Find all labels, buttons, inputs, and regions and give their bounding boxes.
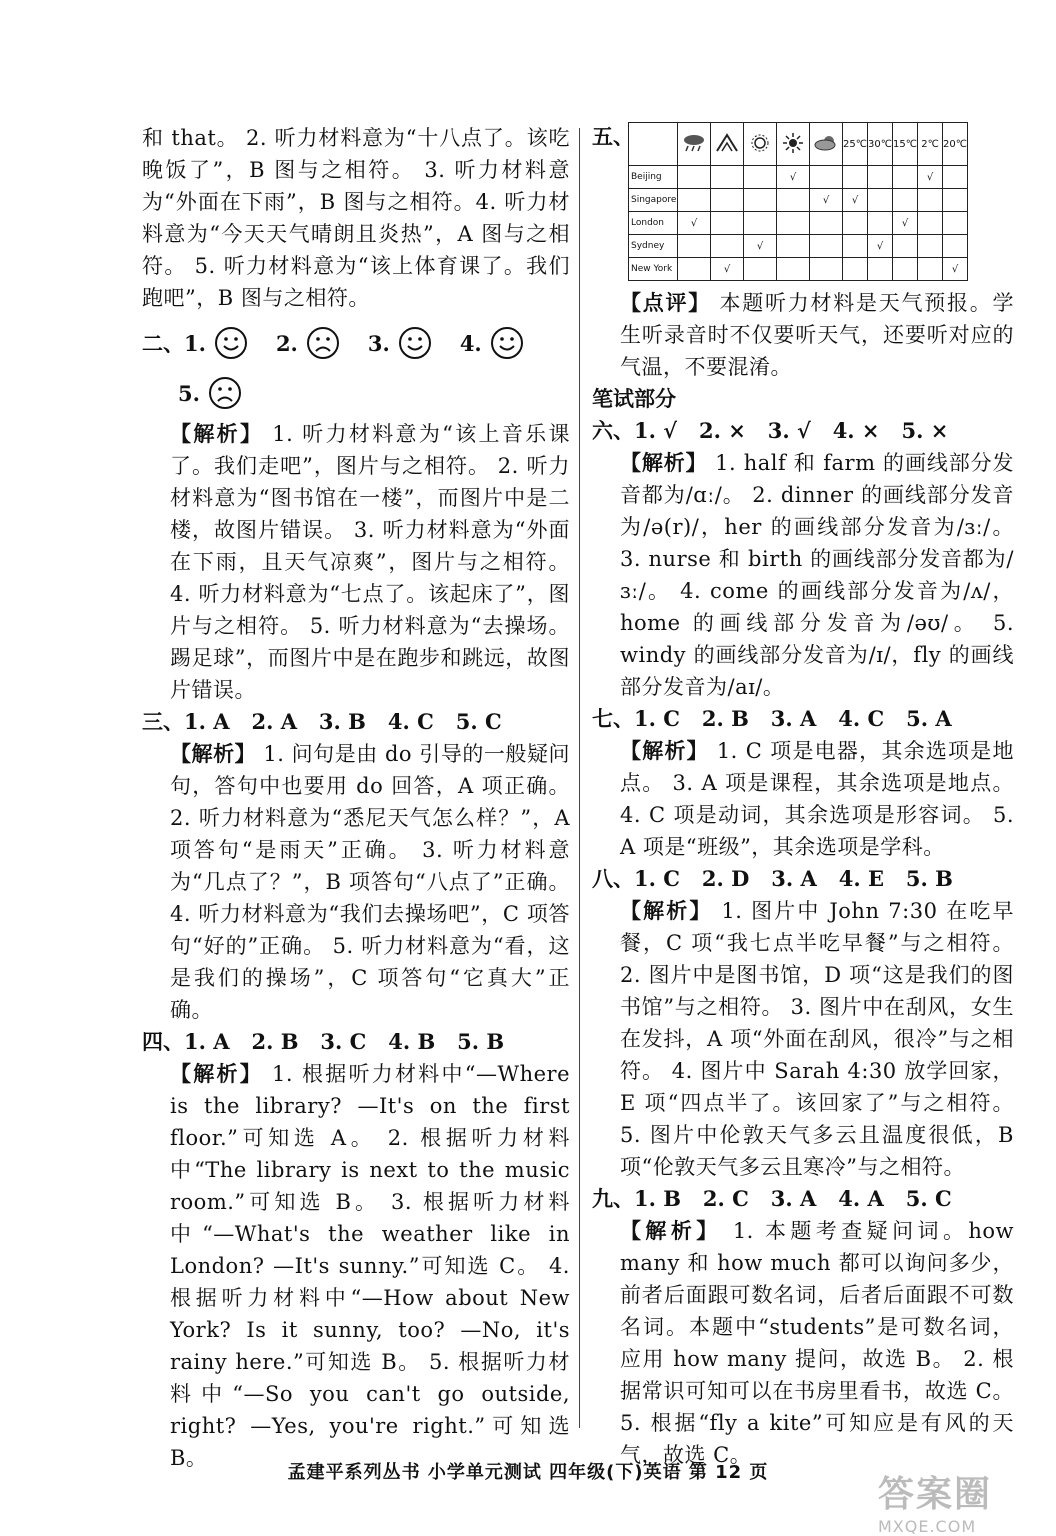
section-7-answers: 七、1. C 2. B 3. A 4. C 5. A bbox=[592, 706, 952, 731]
temp-header: 25℃ bbox=[843, 123, 868, 166]
q1-number: 1. bbox=[184, 330, 206, 356]
empty-cell bbox=[777, 189, 810, 212]
right-column bbox=[592, 122, 1014, 1471]
empty-cell bbox=[678, 235, 711, 258]
empty-cell bbox=[918, 212, 943, 235]
section-6-answers: 六、1. √ 2. × 3. √ 4. × 5. × bbox=[592, 418, 949, 443]
empty-cell bbox=[744, 258, 777, 281]
empty-cell bbox=[744, 189, 777, 212]
empty-cell bbox=[678, 166, 711, 189]
corner-cell bbox=[629, 123, 678, 166]
section-4-explanation bbox=[142, 1058, 570, 1474]
sunny-hot-icon bbox=[777, 123, 810, 166]
section-3-answers: 三、1. A 2. A 3. B 4. C 5. C bbox=[142, 709, 502, 734]
windy-icon bbox=[711, 123, 744, 166]
section-5-label: 五、 bbox=[592, 124, 634, 149]
smile-face-icon bbox=[398, 326, 432, 360]
empty-cell bbox=[943, 166, 968, 189]
check-mark: √ bbox=[868, 235, 893, 258]
check-mark: √ bbox=[711, 258, 744, 281]
section-4-answers: 四、1. A 2. B 3. C 4. B 5. B bbox=[142, 1029, 505, 1054]
explanation-tag: 【解析】 bbox=[620, 898, 713, 923]
empty-cell bbox=[868, 258, 893, 281]
empty-cell bbox=[678, 189, 711, 212]
smile-face-icon bbox=[214, 326, 248, 360]
empty-cell bbox=[918, 258, 943, 281]
weather-row bbox=[629, 235, 968, 258]
explanation-tag: 【解析】 bbox=[170, 421, 264, 446]
empty-cell bbox=[843, 258, 868, 281]
empty-cell bbox=[868, 166, 893, 189]
section-2-explanation bbox=[142, 418, 570, 706]
left-column bbox=[142, 122, 570, 1474]
check-mark: √ bbox=[744, 235, 777, 258]
section-1-explanation-tail: 和 that。 2. 听力材料意为“十八点了。该吃晚饭了”，B 图与之相符。 3. 听力材料意为“外面在下雨”，B 图与之相符。4. 听力材料意为“今天天气晴朗且炎热”，A 图与之相符。 5. 听力材料意为“该上体育课了。我们跑吧”，B 图与之相符。 bbox=[142, 126, 570, 310]
check-mark: √ bbox=[893, 212, 918, 235]
section-8-explanation bbox=[592, 895, 1014, 1183]
section-5-block bbox=[592, 122, 1014, 281]
check-mark: √ bbox=[678, 212, 711, 235]
weather-row bbox=[629, 166, 968, 189]
explanation-tag: 【解析】 bbox=[170, 1061, 264, 1086]
weather-row bbox=[629, 258, 968, 281]
weather-row bbox=[629, 189, 968, 212]
check-mark: √ bbox=[918, 166, 943, 189]
city-name: New York bbox=[629, 258, 678, 281]
explanation-tag: 【解析】 bbox=[620, 1218, 722, 1243]
check-mark: √ bbox=[810, 189, 843, 212]
empty-cell bbox=[893, 166, 918, 189]
empty-cell bbox=[711, 189, 744, 212]
comment-tag: 【点评】 bbox=[620, 290, 712, 315]
weather-table-header bbox=[629, 123, 968, 166]
empty-cell bbox=[918, 235, 943, 258]
cloudy-icon bbox=[810, 123, 843, 166]
watermark-text: 答案圈 bbox=[878, 1474, 993, 1515]
comment-text: 本题听力材料是天气预报。学生听录音时不仅要听天气，还要听对应的气温，不要混淆。 bbox=[620, 291, 1014, 379]
explanation-tag: 【解析】 bbox=[620, 450, 708, 475]
city-name: London bbox=[629, 212, 678, 235]
watermark-url: MXQE.COM bbox=[878, 1517, 977, 1536]
empty-cell bbox=[868, 212, 893, 235]
empty-cell bbox=[810, 258, 843, 281]
empty-cell bbox=[678, 258, 711, 281]
temp-header: 20℃ bbox=[943, 123, 968, 166]
empty-cell bbox=[777, 212, 810, 235]
q3-number: 3. bbox=[367, 330, 390, 356]
empty-cell bbox=[711, 212, 744, 235]
empty-cell bbox=[843, 166, 868, 189]
temp-header: 2℃ bbox=[918, 123, 943, 166]
explanation-text: 1. 问句是由 do 引导的一般疑问句，答句中也要用 do 回答，A 项正确。 2. 听力材料意为“悉尼天气怎么样？”，A 项答句“是雨天”正确。 3. 听力材料意为“几点了？”，B 项答句“八点了”正确。 4. 听力材料意为“我们去操场吧”，C 项答句“好的”正确。 5. 听力材料意为“看，这是我们的操场”，C 项答句“它真大”正确。 bbox=[170, 742, 571, 1022]
explanation-text: 1. 本题考查疑问词。how many 和 how much 都可以询问多少，前者后面跟可数名词，后者后面跟不可数名词。本题中“students”是可数名词，应用 how many 提问，故选 B。 2. 根据常识可知可以在书房里看书，故选 C。 5. 根据“fly a kite”可知应是有风的天气，故选 C。 bbox=[620, 1219, 1015, 1467]
section-2-label: 二、 bbox=[142, 331, 184, 356]
weather-row bbox=[629, 212, 968, 235]
temp-header: 15℃ bbox=[893, 123, 918, 166]
empty-cell bbox=[893, 189, 918, 212]
empty-cell bbox=[843, 212, 868, 235]
empty-cell bbox=[711, 166, 744, 189]
empty-cell bbox=[943, 189, 968, 212]
rainy-icon bbox=[678, 123, 711, 166]
section-7-explanation bbox=[592, 735, 1014, 863]
empty-cell bbox=[918, 189, 943, 212]
frown-face-icon bbox=[306, 326, 340, 360]
section-2-answers bbox=[142, 318, 570, 368]
empty-cell bbox=[893, 235, 918, 258]
q5-number: 5. bbox=[178, 380, 200, 406]
explanation-text: 1. C 项是电器，其余选项是地点。 3. A 项是课程，其余选项是地点。 4. C 项是动词，其余选项是形容词。 5. A 项是“班级”，其余选项是学科。 bbox=[620, 739, 1015, 859]
section-6-explanation bbox=[592, 447, 1014, 703]
q2-number: 2. bbox=[275, 330, 298, 356]
check-mark: √ bbox=[843, 189, 868, 212]
section-2-answers-row2 bbox=[142, 368, 570, 418]
city-name: Singapore bbox=[629, 189, 678, 212]
section-5-comment bbox=[592, 287, 1014, 383]
frown-face-icon bbox=[208, 376, 242, 410]
explanation-tag: 【解析】 bbox=[620, 738, 709, 763]
explanation-text: 1. 根据听力材料中“—Where is the library? —It's on the first floor.”可知选 A。 2. 根据听力材料中“The library is next to the music room.”可知选 B。 3. 根据听力材料中“—What's the weather like in London? —It's sunny.”可知选 C。 4. 根据听力材料中“—How about New York? Is it sunny, too? —No, it's rainy here.”可知选 B。 5. 根据听力材料中“—So you can't go outside, right? —Yes, you're right.”可知选 B。 bbox=[170, 1062, 570, 1470]
city-name: Sydney bbox=[629, 235, 678, 258]
explanation-tag: 【解析】 bbox=[170, 741, 257, 766]
column-divider bbox=[579, 128, 580, 1428]
explanation-text: 1. 听力材料意为“该上音乐课了。我们走吧”，图片与之相符。 2. 听力材料意为“图书馆在一楼”，而图片中是二楼，故图片错误。 3. 听力材料意为“外面在下雨，且天气凉爽”，图片与之相符。 4. 听力材料意为“七点了。该起床了”，图片与之相符。 5. 听力材料意为“去操场。踢足球”，而图片中是在跑步和跳远，故图片错误。 bbox=[170, 422, 570, 702]
watermark-logo bbox=[878, 1466, 1038, 1536]
check-mark: √ bbox=[943, 258, 968, 281]
explanation-text: 1. half 和 farm 的画线部分发音都为/ɑː/。 2. dinner 的画线部分发音为/ə(r)/，her 的画线部分发音为/ɜː/。 3. nurse 和 birth 的画线部分发音都为/ɜː/。 4. come 的画线部分发音为/ʌ/，home 的画线部分发音为/əʊ/。 5. windy 的画线部分发音为/ɪ/，fly 的画线部分发音为/aɪ/。 bbox=[620, 451, 1014, 699]
q4-number: 4. bbox=[459, 330, 482, 356]
city-name: Beijing bbox=[629, 166, 678, 189]
empty-cell bbox=[868, 189, 893, 212]
page-footer: 孟建平系列丛书 小学单元测试 四年级(下)英语 第 12 页 bbox=[287, 1462, 769, 1483]
empty-cell bbox=[810, 212, 843, 235]
empty-cell bbox=[777, 258, 810, 281]
empty-cell bbox=[744, 166, 777, 189]
sunny-icon bbox=[744, 123, 777, 166]
weather-table bbox=[628, 122, 968, 281]
empty-cell bbox=[711, 235, 744, 258]
section-8-answers: 八、1. C 2. D 3. A 4. E 5. B bbox=[592, 866, 953, 891]
empty-cell bbox=[843, 235, 868, 258]
temp-header: 30℃ bbox=[868, 123, 893, 166]
empty-cell bbox=[893, 258, 918, 281]
check-mark: √ bbox=[777, 166, 810, 189]
explanation-text: 1. 图片中 John 7:30 在吃早餐，C 项“我七点半吃早餐”与之相符。 2. 图片中是图书馆，D 项“这是我们的图书馆”与之相符。 3. 图片中在刮风，女生在发抖，A 项“外面在刮风，很冷”与之相符。 4. 图片中 Sarah 4:30 放学回家，E 项“四点半了。该回家了”与之相符。 5. 图片中伦敦天气多云且温度很低，B 项“伦敦天气多云且寒冷”与之相符。 bbox=[620, 899, 1015, 1179]
empty-cell bbox=[943, 235, 968, 258]
empty-cell bbox=[943, 212, 968, 235]
section-9-explanation bbox=[592, 1215, 1014, 1471]
section-9-answers: 九、1. B 2. C 3. A 4. A 5. C bbox=[592, 1186, 952, 1211]
empty-cell bbox=[810, 166, 843, 189]
empty-cell bbox=[744, 212, 777, 235]
empty-cell bbox=[777, 235, 810, 258]
written-part-title: 笔试部分 bbox=[592, 386, 676, 411]
smile-face-icon bbox=[490, 326, 524, 360]
empty-cell bbox=[810, 235, 843, 258]
section-3-explanation bbox=[142, 738, 570, 1026]
